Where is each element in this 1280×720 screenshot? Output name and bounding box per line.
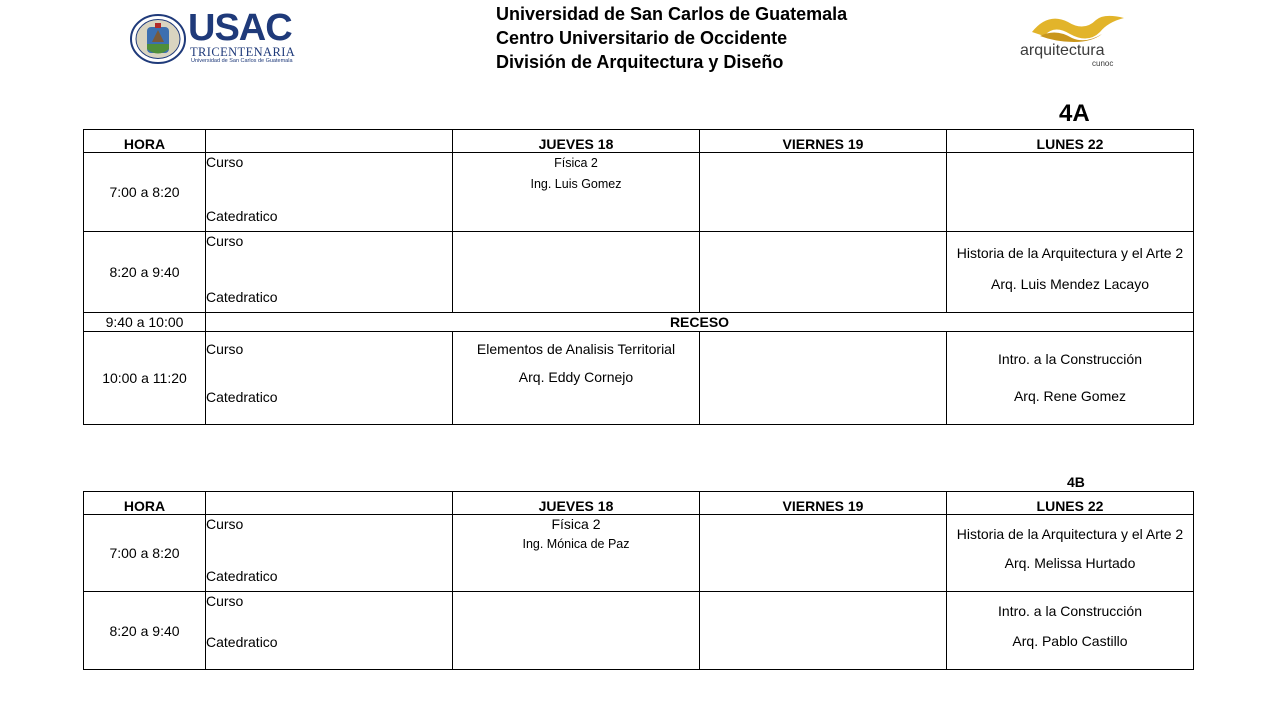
cell-jueves [453,515,700,592]
professor-name: Ing. Mónica de Paz [522,537,630,551]
usac-logo-subtitle: Universidad de San Carlos de Guatemala [191,58,293,64]
course-name: Intro. a la Construcción [998,603,1142,619]
time-slot: 7:00 a 8:20 [84,153,206,232]
cell-jueves [453,332,700,425]
label-catedratico: Catedratico [206,289,278,305]
header-university: Universidad de San Carlos de Guatemala [496,4,848,24]
table-row-recess [84,313,1194,332]
cell-viernes [700,332,947,425]
course-name: Física 2 [551,516,601,532]
professor-name: Ing. Luis Gomez [530,177,622,191]
professor-name: Arq. Eddy Cornejo [518,369,634,385]
cell-viernes [700,232,947,313]
professor-name: Arq. Luis Mendez Lacayo [991,276,1149,292]
arquitectura-logo-subtitle: cunoc [1092,59,1114,68]
professor-name: Arq. Rene Gomez [1013,388,1127,404]
column-header-lunes: LUNES 22 [947,492,1194,515]
label-curso: Curso [206,593,244,609]
usac-logo [130,7,310,65]
column-header-hora: HORA [84,492,206,515]
arquitectura-logo-word: arquitectura [1020,42,1105,59]
time-slot: 7:00 a 8:20 [84,515,206,592]
label-curso: Curso [206,516,244,532]
course-name: Física 2 [554,156,598,170]
time-slot: 8:20 a 9:40 [84,232,206,313]
professor-name: Arq. Melissa Hurtado [1004,555,1136,571]
usac-logo-word: USAC [188,7,292,49]
table-row [84,592,1194,670]
cell-viernes [700,515,947,592]
table-header-row [84,492,1194,515]
label-curso: Curso [206,233,244,249]
row-labels [206,332,453,425]
table-row [84,332,1194,425]
section-label-4b: 4B [1067,474,1085,490]
time-slot: 10:00 a 11:20 [84,332,206,425]
column-header-blank [206,492,453,515]
table-header-row [84,130,1194,153]
time-slot: 8:20 a 9:40 [84,592,206,670]
document-header [496,2,847,74]
column-header-jueves: JUEVES 18 [453,492,700,515]
arquitectura-wave-icon [1018,10,1130,44]
cell-jueves [453,232,700,313]
table-row [84,515,1194,592]
cell-lunes [947,515,1194,592]
column-header-viernes: VIERNES 19 [700,492,947,515]
arquitectura-logo [1018,10,1130,70]
column-header-viernes: VIERNES 19 [700,130,947,153]
professor-name: Arq. Pablo Castillo [1012,633,1128,649]
header-division: División de Arquitectura y Diseño [496,52,784,72]
schedule-table-4a [83,129,1194,425]
cell-jueves [453,592,700,670]
course-name: Historia de la Arquitectura y el Arte 2 [956,526,1184,542]
course-name: Historia de la Arquitectura y el Arte 2 [956,245,1184,261]
section-label-4a: 4A [1059,100,1090,127]
label-curso: Curso [206,341,244,357]
label-curso: Curso [206,154,244,170]
usac-seal-icon [130,14,186,64]
column-header-hora: HORA [84,130,206,153]
header-center: Centro Universitario de Occidente [496,28,788,48]
cell-lunes [947,153,1194,232]
cell-lunes [947,592,1194,670]
usac-logo-tricentenaria: TRICENTENARIA [190,45,296,59]
row-labels [206,515,453,592]
cell-lunes [947,332,1194,425]
label-catedratico: Catedratico [206,568,278,584]
row-labels [206,232,453,313]
cell-viernes [700,592,947,670]
table-row [84,153,1194,232]
column-header-blank [206,130,453,153]
recess-label: RECESO [206,313,1194,332]
course-name: Elementos de Analisis Territorial [476,341,676,357]
table-row [84,232,1194,313]
cell-jueves [453,153,700,232]
column-header-lunes: LUNES 22 [947,130,1194,153]
label-catedratico: Catedratico [206,634,278,650]
label-catedratico: Catedratico [206,389,278,405]
course-name: Intro. a la Construcción [998,351,1142,367]
column-header-jueves: JUEVES 18 [453,130,700,153]
label-catedratico: Catedratico [206,208,278,224]
row-labels [206,153,453,232]
time-slot: 9:40 a 10:00 [84,313,206,332]
row-labels [206,592,453,670]
schedule-table-4b [83,491,1194,670]
cell-viernes [700,153,947,232]
cell-lunes [947,232,1194,313]
